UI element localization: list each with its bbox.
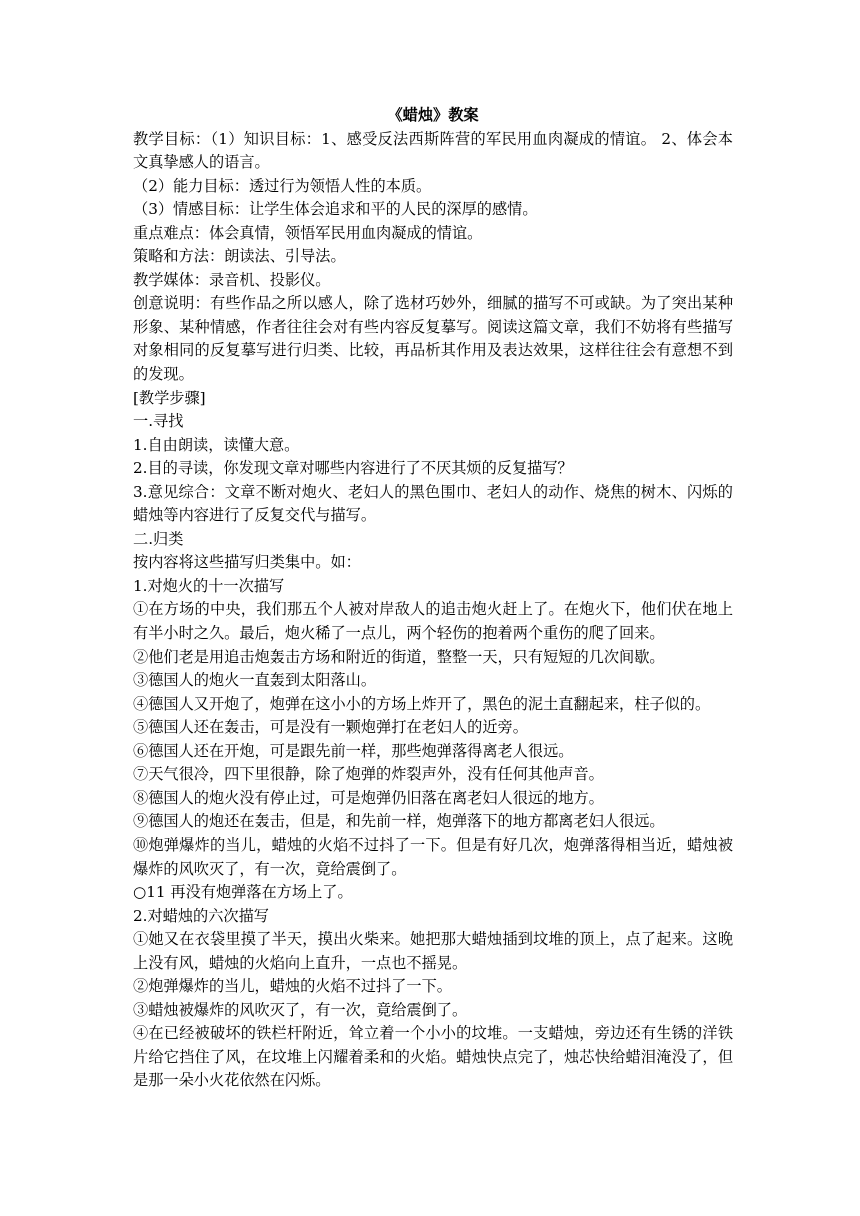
list-item: ③蜡烛被爆炸的风吹灭了，有一次，竟给震倒了。 <box>133 1000 468 1019</box>
paragraph: 策略和方法：朗读法、引导法。 <box>133 247 346 266</box>
list-item: ⑨德国人的炮还在轰击，但是，和先前一样，炮弹落下的地方都离老妇人很远。 <box>133 812 665 831</box>
paragraph: 2.目的寻读，你发现文章对哪些内容进行了不厌其烦的反复描写？ <box>133 459 573 478</box>
paragraph: 教学目标：（1）知识目标：1、感受反法西斯阵营的军民用血肉凝成的情谊。 2、体会本文真挚感人的语言。 <box>133 129 733 172</box>
document-body <box>133 128 733 1093</box>
list-item: ②他们老是用追击炮轰击方场和附近的街道，整整一天，只有短短的几次间歇。 <box>133 647 665 666</box>
list-item: ⑤德国人还在轰击，可是没有一颗炮弹打在老妇人的近旁。 <box>133 718 528 737</box>
paragraph: 按内容将这些描写归类集中。如： <box>133 553 361 572</box>
list-item: ④德国人又开炮了，炮弹在这小小的方场上炸开了，黑色的泥土直翻起来，柱子似的。 <box>133 694 711 713</box>
paragraph: 3.意见综合：文章不断对炮火、老妇人的黑色围巾、老妇人的动作、烧焦的树木、闪烁的蜡烛等内容进行了反复交代与描写。 <box>133 482 733 525</box>
paragraph: （2）能力目标：透过行为领悟人性的本质。 <box>133 176 432 195</box>
section-heading: 一.寻找 <box>133 412 184 431</box>
paragraph: 重点难点：体会真情，领悟军民用血肉凝成的情谊。 <box>133 223 483 242</box>
section-heading: [教学步骤] <box>133 388 206 407</box>
subsection-heading: 1.对炮火的十一次描写 <box>133 576 285 595</box>
list-item: ⑥德国人还在开炮，可是跟先前一样，那些炮弹落得离老人很远。 <box>133 741 574 760</box>
list-item: ②炮弹爆炸的当儿，蜡烛的火焰不过抖了一下。 <box>133 977 452 996</box>
paragraph: 1.自由朗读，读懂大意。 <box>133 435 300 454</box>
paragraph: 教学媒体：录音机、投影仪。 <box>133 270 331 289</box>
list-item: ⑧德国人的炮火没有停止过，可是炮弹仍旧落在离老妇人很远的地方。 <box>133 788 604 807</box>
document-page <box>133 104 733 1093</box>
paragraph: 创意说明：有些作品之所以感人，除了选材巧妙外，细腻的描写不可或缺。为了突出某种形象、某种情感，作者往往会对有些内容反复摹写。阅读这篇文章，我们不妨将有些描写对象相同的反复摹写进行归类、比较，再品析其作用及表达效果，这样往往会有意想不到的发现。 <box>133 294 733 384</box>
subsection-heading: 2.对蜡烛的六次描写 <box>133 906 269 925</box>
list-item: ①在方场的中央，我们那五个人被对岸敌人的追击炮火赶上了。在炮火下，他们伏在地上有半小时之久。最后，炮火稀了一点儿，两个轻伤的抱着两个重伤的爬了回来。 <box>133 600 733 643</box>
list-item: ⑩炮弹爆炸的当儿，蜡烛的火焰不过抖了一下。但是有好几次，炮弹落得相当近，蜡烛被爆炸的风吹灭了，有一次，竟给震倒了。 <box>133 835 733 878</box>
list-item: ⑦天气很冷，四下里很静，除了炮弹的炸裂声外，没有任何其他声音。 <box>133 765 604 784</box>
section-heading: 二.归类 <box>133 529 184 548</box>
list-item: ③德国人的炮火一直轰到太阳落山。 <box>133 671 376 690</box>
document-title: 《蜡烛》教案 <box>387 106 479 124</box>
list-item: ○11 再没有炮弹落在方场上了。 <box>133 883 353 902</box>
paragraph: （3）情感目标：让学生体会追求和平的人民的深厚的感情。 <box>133 200 538 219</box>
list-item: ①她又在衣袋里摸了半天，摸出火柴来。她把那大蜡烛插到坟堆的顶上，点了起来。这晚上没有风，蜡烛的火焰向上直升，一点也不摇晃。 <box>133 930 733 972</box>
list-item: ④在已经被破坏的铁栏杆附近，耸立着一个小小的坟堆。一支蜡烛，旁边还有生锈的洋铁片给它挡住了风，在坟堆上闪耀着柔和的火焰。蜡烛快点完了，烛芯快给蜡泪淹没了，但是那一朵小火花依然在闪烁。 <box>133 1024 733 1090</box>
